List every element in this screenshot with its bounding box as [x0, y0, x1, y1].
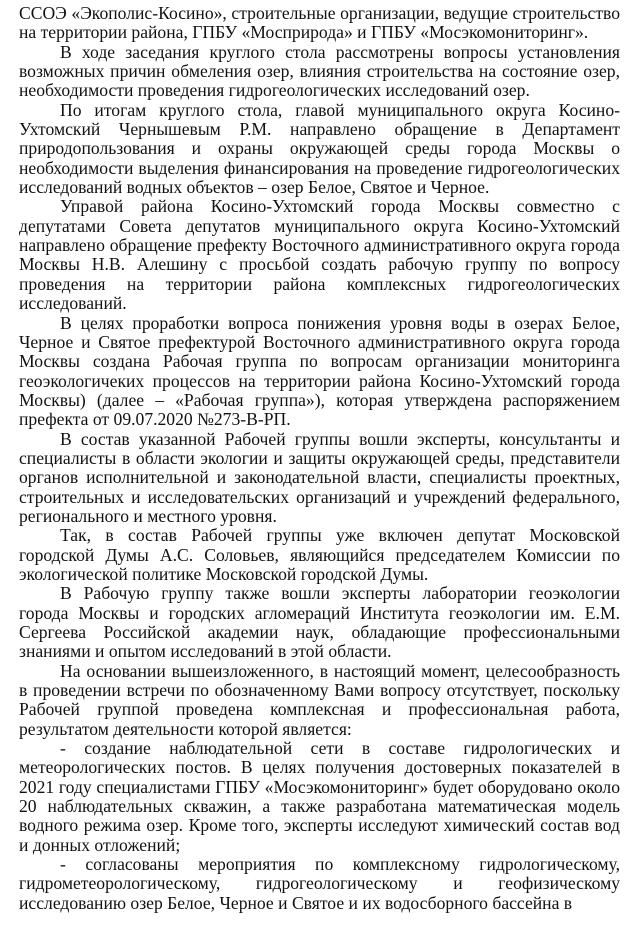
paragraph-working-group-created: В целях проработки вопроса понижения уровня воды в озерах Белое, Черное и Святое префектурой Восточного административного округа города Москвы создана Рабочая группа по вопросам организации мониторинга геоэкологичеких процессов на территории района Косино-Ухтомский города Москвы) (далее – «Рабочая группа»), которая утверждена распоряжением префекта от 09.07.2020 №273-В-РП. [19, 312, 620, 430]
paragraph-round-table-issues: В ходе заседания круглого стола рассмотрены вопросы установления возможных причин обмеления озер, влияния строительства на состояние озер, необходимости проведения гидрогеологических исследований озер. [19, 41, 620, 101]
bullet-agreed-measures: - согласованы мероприятия по комплексному гидрологическому, гидрометеорологическому, гидрогеологическому и геофизическому исследованию озер Белое, Черное и Святое и их водосборного бассейна в [19, 854, 620, 913]
paragraph-appeal-prefect: Управой района Косино-Ухтомский города Москвы совместно с депутатами Совета депутатов муниципального округа Косино-Ухтомский направлено обращение префекту Восточного административного округа города Москвы Н.В. Алешину с просьбой создать рабочую группу по вопросу проведения на территории района комплексных гидрогеологических исследований. [19, 196, 620, 314]
paragraph-conclusion: На основании вышеизложенного, в настоящий момент, целесообразность в проведении встречи по обозначенному Вами вопросу отсутствует, поскольку Рабочей группой проведена комплексная и профессиональная работа, результатом деятельности которой является: [19, 660, 620, 739]
paragraph-deputy-included: Так, в состав Рабочей группы уже включен депутат Московской городской Думы А.С. Соловьев, являющийся председателем Комиссии по экологической политике Московской городской Думы. [19, 525, 620, 584]
paragraph-experts-included: В Рабочую группу также вошли эксперты лаборатории геоэкологии города Москвы и городских агломераций Института геоэкологии им. Е.М. Сергеева Российской академии наук, обладающие профессиональными знаниями и опытом исследований в этой области. [19, 583, 620, 662]
paragraph-participants: ССОЭ «Экополис-Косино», строительные организации, ведущие строительство на территории района, ГПБУ «Мосприрода» и ГПБУ «Мосэкомониторинг». [19, 3, 620, 43]
paragraph-working-group-members: В состав указанной Рабочей группы вошли эксперты, консультанты и специалисты в области экологии и защиты окружающей среды, представители органов исполнительной и законодательной власти, специалисты проектных, строительных и исследовательских организаций и учреждений федерального, регионального и местного уровня. [19, 428, 620, 526]
paragraph-appeal-department: По итогам круглого стола, главой муниципального округа Косино-Ухтомский Чернышевым Р.М. направлено обращение в Департамент природопользования и охраны окружающей среды города Москвы о необходимости выделения финансирования на проведение гидрогеологических исследований водных объектов – озер Белое, Святое и Черное. [19, 99, 620, 198]
bullet-observation-network: - создание наблюдательной сети в составе гидрологических и метеорологических постов. В целях получения достоверных показателей в 2021 году специалистами ГПБУ «Мосэкомониторинг» будет оборудовано около 20 наблюдательных скважин, а также разработана математическая модель водного режима озер. Кроме того, эксперты исследуют химический состав вод и донных отложений; [19, 738, 620, 855]
